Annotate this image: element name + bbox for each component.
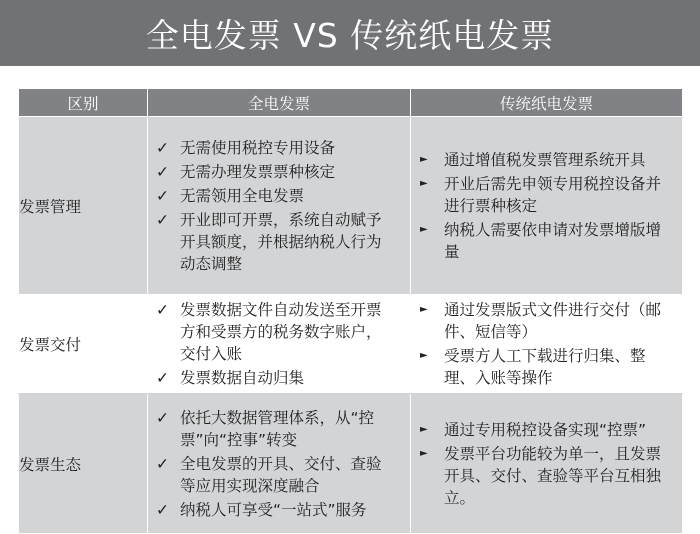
triangle-bullet-icon: ► xyxy=(420,177,428,189)
list-item: ► 通过专用税控设备实现“控票” xyxy=(420,420,647,439)
header-full-e-invoice: 全电发票 xyxy=(148,89,411,117)
title-banner xyxy=(0,0,700,66)
check-icon: ✓ xyxy=(156,301,169,319)
full-cell xyxy=(148,295,411,394)
triangle-bullet-icon: ► xyxy=(420,153,428,165)
header-traditional-invoice: 传统纸电发票 xyxy=(411,89,683,117)
table-header-row xyxy=(19,89,683,117)
list-item: ✓ 纳税人可享受“一站式”服务 xyxy=(156,500,367,519)
list-item: ► 受票方人工下载进行归集、整理、入账等操作 xyxy=(420,347,646,387)
list-item: ✓ 依托大数据管理体系，从“控票”向“控事”转变 xyxy=(156,408,375,449)
row-label: 发票交付 xyxy=(19,295,148,394)
header-difference: 区别 xyxy=(19,89,148,117)
table-row xyxy=(19,117,683,295)
triangle-bullet-icon: ► xyxy=(420,447,428,459)
check-icon: ✓ xyxy=(156,369,169,387)
traditional-cell xyxy=(411,394,683,534)
full-cell xyxy=(148,394,411,534)
triangle-bullet-icon: ► xyxy=(420,304,428,315)
table-row xyxy=(19,295,683,394)
traditional-cell xyxy=(411,117,683,295)
check-icon: ✓ xyxy=(156,408,169,427)
check-icon: ✓ xyxy=(156,162,169,181)
list-item: ► 通过发票版式文件进行交付（邮件、短信等） xyxy=(420,301,662,341)
check-icon: ✓ xyxy=(156,454,169,473)
full-cell xyxy=(148,117,411,295)
check-icon: ✓ xyxy=(156,210,169,229)
list-item: ✓ 无需办理发票票种核定 xyxy=(156,162,336,181)
list-item: ✓ 发票数据自动归集 xyxy=(156,369,305,387)
list-item: ✓ 全电发票的开具、交付、查验等应用实现深度融合 xyxy=(156,454,382,495)
list-item: ► 发票平台功能较为单一，且发票开具、交付、查验等平台互相独立。 xyxy=(420,444,662,507)
table-row xyxy=(19,394,683,534)
check-icon: ✓ xyxy=(156,138,169,157)
comparison-table xyxy=(18,88,683,534)
list-item: ✓ 无需使用税控专用设备 xyxy=(156,138,336,157)
list-item: ► 通过增值税发票管理系统开具 xyxy=(420,150,646,169)
triangle-bullet-icon: ► xyxy=(420,350,428,361)
triangle-bullet-icon: ► xyxy=(420,223,428,235)
page-title: 全电发票 VS 传统纸电发票 xyxy=(145,15,555,55)
list-item: ► 开业后需先申领专用税控设备并进行票种核定 xyxy=(420,174,662,215)
traditional-cell xyxy=(411,295,683,394)
check-icon: ✓ xyxy=(156,186,169,205)
list-item: ✓ 无需领用全电发票 xyxy=(156,186,305,205)
row-label: 发票管理 xyxy=(19,117,148,295)
row-label: 发票生态 xyxy=(19,394,148,534)
check-icon: ✓ xyxy=(156,500,169,519)
list-item: ► 纳税人需要依申请对发票增版增量 xyxy=(420,220,662,261)
triangle-bullet-icon: ► xyxy=(420,423,428,435)
list-item: ✓ 开业即可开票，系统自动赋予开具额度，并根据纳税人行为动态调整 xyxy=(156,210,382,273)
list-item: ✓ 发票数据文件自动发送至开票方和受票方的税务数字账户，交付入账 xyxy=(156,301,382,363)
